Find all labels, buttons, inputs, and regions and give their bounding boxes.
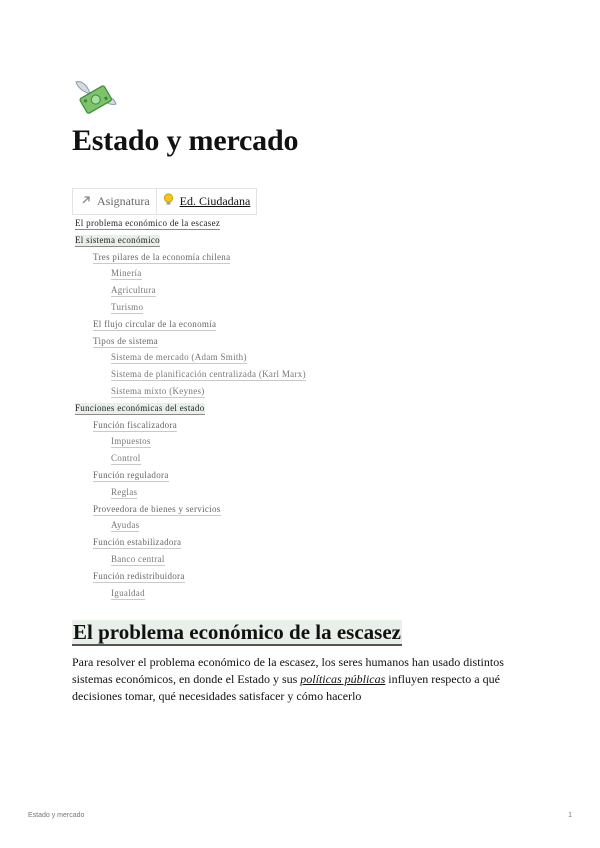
toc-item[interactable] xyxy=(72,215,372,232)
section-paragraph xyxy=(72,654,532,705)
toc-item-label[interactable]: El flujo circular de la economía xyxy=(93,318,217,329)
paragraph-text-after: influyen respecto a qué decisiones tomar, qué necesidades satisfacer y cómo hacerlo xyxy=(72,672,500,703)
table-of-contents xyxy=(72,215,372,601)
toc-item[interactable] xyxy=(72,450,372,467)
toc-item-label[interactable]: El sistema económico xyxy=(75,234,160,245)
toc-item-label[interactable]: Tres pilares de la economía chilena xyxy=(93,251,231,262)
section-heading-text: El problema económico de la escasez xyxy=(73,620,401,644)
toc-item[interactable] xyxy=(72,467,372,484)
toc-item[interactable] xyxy=(72,383,372,400)
toc-item[interactable] xyxy=(72,517,372,534)
arrow-up-right-icon xyxy=(81,194,91,209)
toc-item-label[interactable]: Minería xyxy=(111,268,142,279)
footer-page-number: 1 xyxy=(568,812,572,819)
toc-item-label[interactable]: Función reguladora xyxy=(93,469,169,480)
page-title: Estado y mercado xyxy=(72,124,299,157)
toc-item-label[interactable]: Tipos de sistema xyxy=(93,335,158,346)
light-bulb-icon xyxy=(163,193,174,210)
toc-item-label[interactable]: Sistema mixto (Keynes) xyxy=(111,385,205,396)
toc-item[interactable] xyxy=(72,433,372,450)
toc-item[interactable] xyxy=(72,400,372,417)
toc-item[interactable] xyxy=(72,366,372,383)
toc-item-label[interactable]: Igualdad xyxy=(111,587,145,598)
property-name xyxy=(73,189,157,214)
property-name-label: Asignatura xyxy=(97,194,150,208)
toc-item-label[interactable]: Sistema de mercado (Adam Smith) xyxy=(111,352,247,363)
toc-item-label[interactable]: Reglas xyxy=(111,486,138,497)
toc-item[interactable] xyxy=(72,333,372,350)
toc-item[interactable] xyxy=(72,585,372,602)
section-heading xyxy=(72,620,402,645)
toc-item[interactable] xyxy=(72,568,372,585)
money-with-wings-icon xyxy=(72,78,120,120)
toc-item[interactable] xyxy=(72,265,372,282)
property-value-link[interactable] xyxy=(157,189,257,214)
property-value-label[interactable]: Ed. Ciudadana xyxy=(179,194,251,208)
toc-item-label[interactable]: Función redistribuidora xyxy=(93,570,185,581)
toc-item[interactable] xyxy=(72,534,372,551)
toc-item[interactable] xyxy=(72,501,372,518)
toc-item[interactable] xyxy=(72,299,372,316)
toc-item-label[interactable]: El problema económico de la escasez xyxy=(75,218,221,228)
toc-item[interactable] xyxy=(72,349,372,366)
toc-item[interactable] xyxy=(72,551,372,568)
toc-item-label[interactable]: Función estabilizadora xyxy=(93,537,182,548)
toc-item[interactable] xyxy=(72,249,372,266)
toc-item-label[interactable]: Impuestos xyxy=(111,436,151,447)
toc-item[interactable] xyxy=(72,232,372,249)
toc-item-label[interactable]: Banco central xyxy=(111,553,165,564)
toc-item-label[interactable]: Turismo xyxy=(111,301,144,312)
toc-item-label[interactable]: Funciones económicas del estado xyxy=(75,402,205,413)
toc-item[interactable] xyxy=(72,417,372,434)
toc-item[interactable] xyxy=(72,484,372,501)
toc-item-label[interactable]: Agricultura xyxy=(111,285,156,296)
toc-item[interactable] xyxy=(72,316,372,333)
toc-item[interactable] xyxy=(72,282,372,299)
toc-item-label[interactable]: Proveedora de bienes y servicios xyxy=(93,503,221,514)
property-row xyxy=(72,188,257,215)
politicas-publicas-link[interactable]: políticas públicas xyxy=(300,672,386,686)
toc-item-label[interactable]: Control xyxy=(111,453,141,464)
toc-item-label[interactable]: Sistema de planificación centralizada (Karl Marx) xyxy=(111,369,306,380)
paragraph-text-before: Para resolver el problema económico de la escasez, los seres humanos han usado distintos sistemas económicos, en donde el Estado y sus xyxy=(72,655,504,686)
footer-title: Estado y mercado xyxy=(28,812,85,819)
toc-item-label[interactable]: Ayudas xyxy=(111,520,140,531)
toc-item-label[interactable]: Función fiscalizadora xyxy=(93,419,178,430)
